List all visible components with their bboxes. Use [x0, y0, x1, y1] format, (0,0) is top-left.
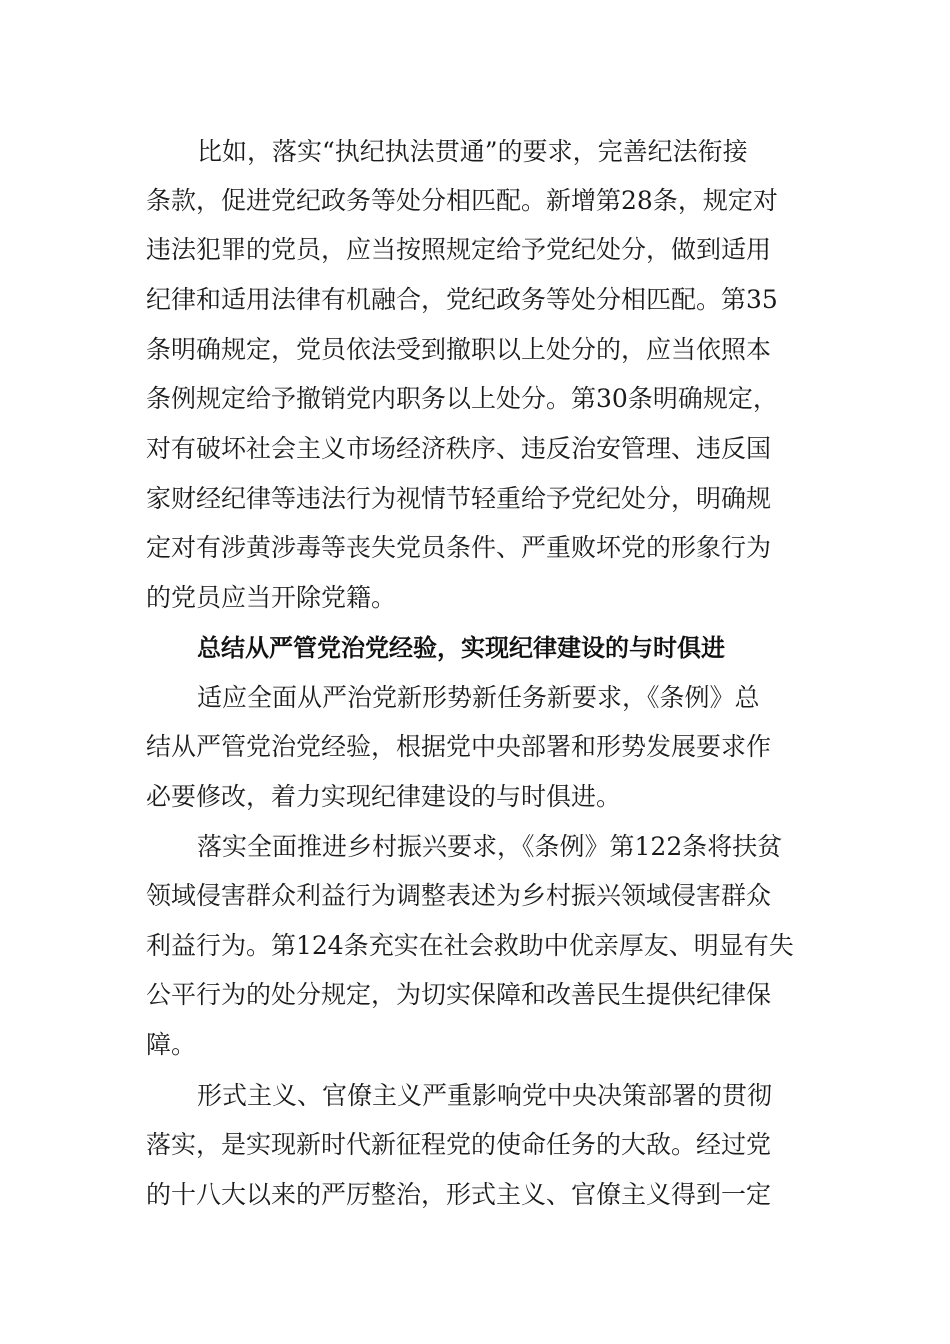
paragraph-line: 违法犯罪的党员，应当按照规定给予党纪处分，做到适用 [146, 235, 772, 264]
paragraph-line: 障。 [146, 1030, 197, 1059]
paragraph-line: 结从严管党治党经验，根据党中央部署和形势发展要求作 [146, 732, 772, 761]
section-heading: 总结从严管党治党经验，实现纪律建设的与时俱进 [197, 634, 725, 662]
paragraph-line: 条例规定给予撤销党内职务以上处分。第30条明确规定， [146, 384, 778, 413]
paragraph-line: 落实，是实现新时代新征程党的使命任务的大敌。经过党 [146, 1130, 772, 1159]
paragraph-line: 形式主义、官僚主义严重影响党中央决策部署的贯彻 [197, 1081, 773, 1110]
paragraph-line: 比如，落实“执纪执法贯通”的要求，完善纪法衔接 [197, 137, 748, 166]
paragraph-line: 领域侵害群众利益行为调整表述为乡村振兴领域侵害群众 [146, 881, 772, 910]
paragraph-line: 必要修改，着力实现纪律建设的与时俱进。 [146, 782, 622, 811]
paragraph-line: 适应全面从严治党新形势新任务新要求，《条例》总 [197, 683, 760, 712]
paragraph-line: 的十八大以来的严厉整治，形式主义、官僚主义得到一定 [146, 1180, 772, 1209]
paragraph-line: 公平行为的处分规定，为切实保障和改善民生提供纪律保 [146, 980, 772, 1009]
paragraph-line: 利益行为。第124条充实在社会救助中优亲厚友、明显有失 [146, 931, 794, 960]
paragraph-line: 条款，促进党纪政务等处分相匹配。新增第28条，规定对 [146, 186, 778, 215]
paragraph-line: 定对有涉黄涉毒等丧失党员条件、严重败坏党的形象行为 [146, 533, 772, 562]
paragraph-line: 条明确规定，党员依法受到撤职以上处分的，应当依照本 [146, 335, 772, 364]
paragraph-line: 落实全面推进乡村振兴要求，《条例》第122条将扶贫 [197, 832, 783, 861]
paragraph-line: 家财经纪律等违法行为视情节轻重给予党纪处分，明确规 [146, 484, 772, 513]
paragraph-line: 纪律和适用法律有机融合，党纪政务等处分相匹配。第35 [146, 285, 778, 314]
paragraph-line: 对有破坏社会主义市场经济秩序、违反治安管理、违反国 [146, 434, 772, 463]
paragraph-line: 的党员应当开除党籍。 [146, 583, 397, 612]
